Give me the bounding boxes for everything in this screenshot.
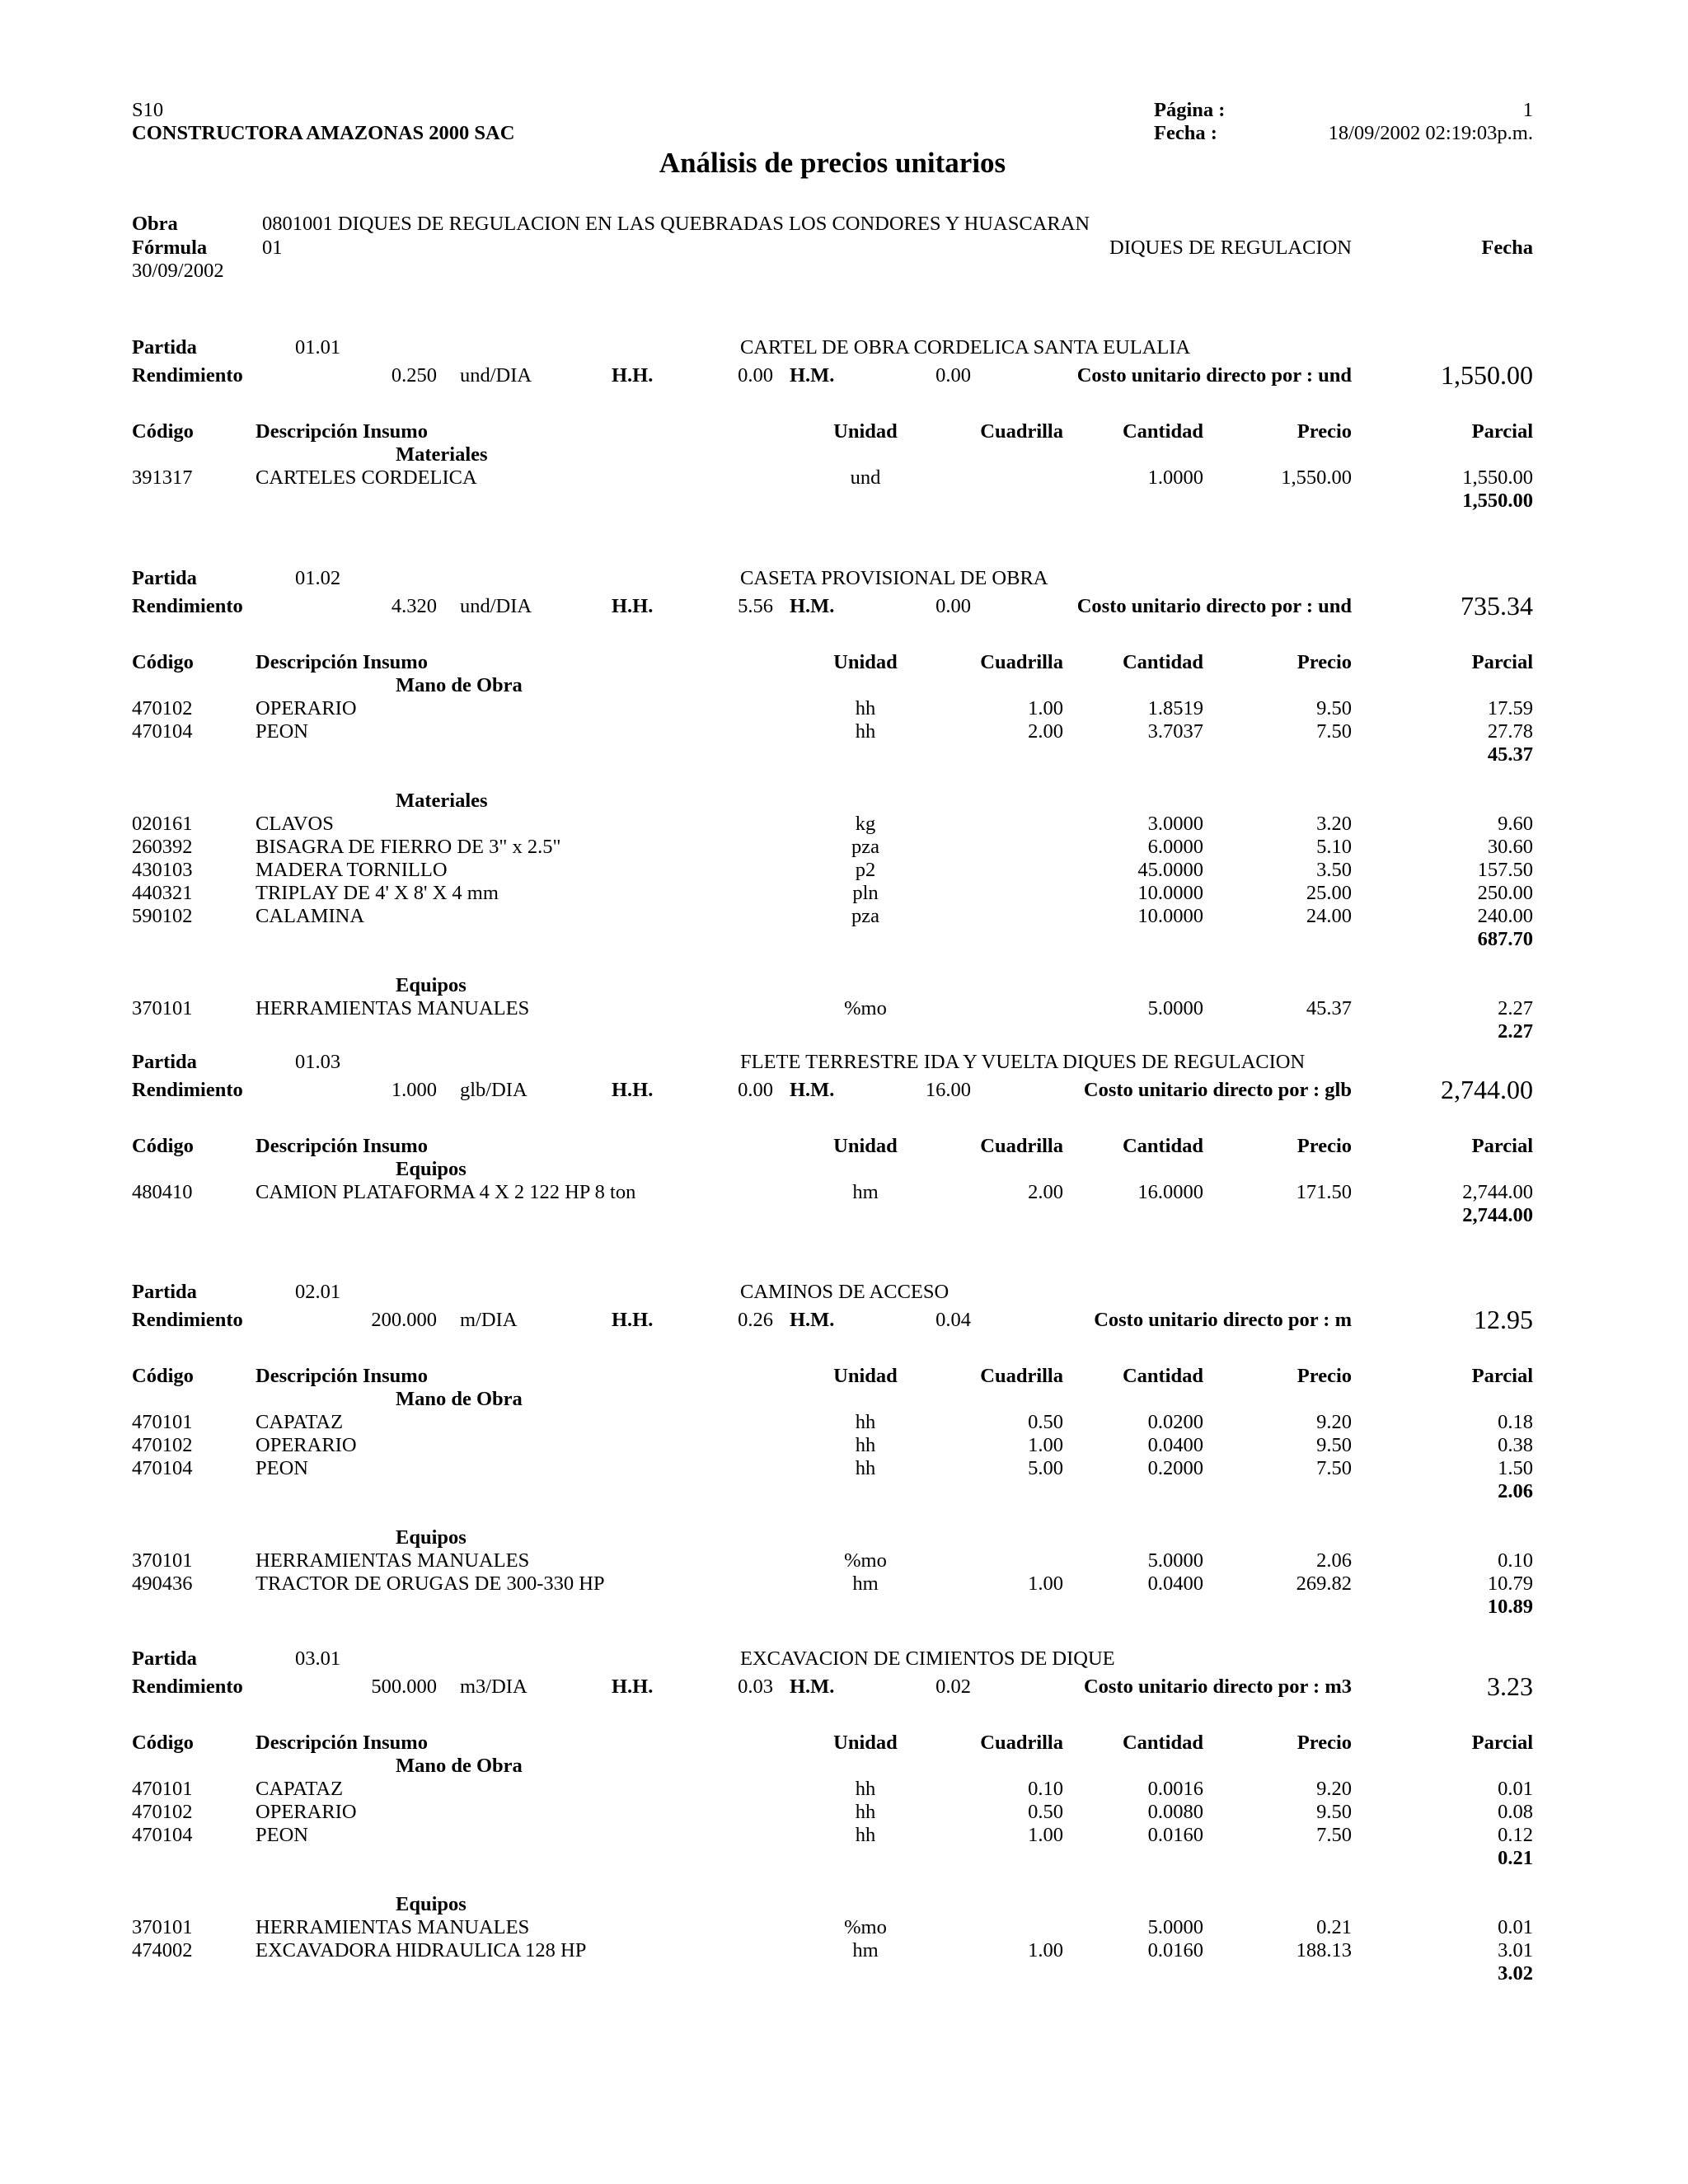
row-precio: 188.13: [1296, 1939, 1352, 1961]
formula-label: Fórmula: [132, 237, 208, 259]
rendimiento-label: Rendimiento: [132, 1675, 243, 1698]
col-unidad: Unidad: [833, 420, 898, 443]
row-codigo: 470104: [132, 1457, 193, 1479]
rendimiento-unit: und/DIA: [460, 595, 532, 617]
row-parcial: 1,550.00: [1462, 466, 1533, 489]
unit-cost-label: Costo unitario directo por : m3: [1083, 1675, 1352, 1698]
row-cantidad: 0.0160: [1147, 1824, 1203, 1846]
row-codigo: 470101: [132, 1411, 193, 1433]
row-parcial: 1.50: [1498, 1457, 1533, 1479]
unit-cost-label: Costo unitario directo por : und: [1076, 595, 1352, 617]
partida-label: Partida: [132, 1051, 197, 1073]
date-label: Fecha :: [1154, 122, 1217, 144]
row-cuadrilla: 0.50: [1028, 1801, 1063, 1823]
row-cantidad: 10.0000: [1137, 882, 1203, 904]
row-codigo: 470101: [132, 1778, 193, 1800]
unit-cost-label: Costo unitario directo por : m: [1094, 1309, 1352, 1331]
row-precio: 7.50: [1316, 720, 1352, 743]
rendimiento-unit: glb/DIA: [460, 1079, 528, 1101]
rendimiento-label: Rendimiento: [132, 1309, 243, 1331]
col-precio: Precio: [1296, 1365, 1352, 1387]
fecha-label: Fecha: [1481, 237, 1533, 259]
row-parcial: 27.78: [1487, 720, 1533, 743]
row-cantidad: 0.0200: [1147, 1411, 1203, 1433]
row-codigo: 470102: [132, 1434, 193, 1456]
row-parcial: 2.27: [1498, 997, 1533, 1019]
group-subtotal: 2.27: [1498, 1020, 1533, 1043]
row-codigo: 480410: [132, 1181, 193, 1203]
hm-value: 0.00: [935, 364, 971, 387]
partida-label: Partida: [132, 336, 197, 359]
row-parcial: 3.01: [1498, 1939, 1533, 1961]
col-cantidad: Cantidad: [1122, 1135, 1203, 1157]
row-cuadrilla: 1.00: [1028, 1434, 1063, 1456]
rendimiento-value: 1.000: [391, 1079, 437, 1101]
row-descripcion: CALAMINA: [256, 905, 365, 927]
group-title: Mano de Obra: [396, 1755, 523, 1777]
row-parcial: 0.12: [1498, 1824, 1533, 1846]
row-cantidad: 0.2000: [1147, 1457, 1203, 1479]
row-unidad: hm: [852, 1572, 879, 1595]
col-cuadrilla: Cuadrilla: [980, 1135, 1063, 1157]
group-title: Equipos: [396, 1158, 467, 1180]
page-label: Página :: [1154, 99, 1226, 121]
rendimiento-value: 500.000: [371, 1675, 437, 1698]
col-cantidad: Cantidad: [1122, 420, 1203, 443]
row-descripcion: EXCAVADORA HIDRAULICA 128 HP: [256, 1939, 587, 1961]
row-precio: 171.50: [1296, 1181, 1352, 1203]
hh-value: 5.56: [738, 595, 773, 617]
row-descripcion: TRIPLAY DE 4' X 8' X 4 mm: [256, 882, 499, 904]
row-precio: 9.50: [1316, 697, 1352, 719]
unit-cost-value: 12.95: [1474, 1305, 1533, 1334]
row-precio: 0.21: [1316, 1916, 1352, 1938]
row-cantidad: 1.8519: [1147, 697, 1203, 719]
partida-description: EXCAVACION DE CIMIENTOS DE DIQUE: [740, 1647, 1115, 1670]
row-unidad: hh: [855, 720, 876, 743]
group-subtotal: 10.89: [1487, 1596, 1533, 1618]
row-codigo: 440321: [132, 882, 193, 904]
row-codigo: 470102: [132, 697, 193, 719]
page-number: 1: [1522, 99, 1533, 121]
group-title: Equipos: [396, 1526, 467, 1549]
row-parcial: 2,744.00: [1462, 1181, 1533, 1203]
row-unidad: hh: [855, 1434, 876, 1456]
group-title: Equipos: [396, 1893, 467, 1915]
hm-label: H.M.: [790, 364, 835, 387]
row-cuadrilla: 0.50: [1028, 1411, 1063, 1433]
col-descripcion: Descripción Insumo: [256, 1135, 428, 1157]
partida-label: Partida: [132, 1281, 197, 1303]
row-codigo: 370101: [132, 1549, 193, 1572]
row-unidad: hh: [855, 1824, 876, 1846]
col-cuadrilla: Cuadrilla: [980, 1732, 1063, 1754]
col-codigo: Código: [132, 1135, 194, 1157]
partida-code: 01.01: [295, 336, 341, 359]
hh-value: 0.03: [738, 1675, 773, 1698]
unit-cost-value: 1,550.00: [1441, 360, 1533, 390]
row-precio: 2.06: [1316, 1549, 1352, 1572]
group-title: Mano de Obra: [396, 1388, 523, 1410]
rendimiento-label: Rendimiento: [132, 595, 243, 617]
partida-description: CAMINOS DE ACCESO: [740, 1281, 950, 1303]
row-descripcion: HERRAMIENTAS MANUALES: [256, 1916, 530, 1938]
row-cantidad: 5.0000: [1147, 1549, 1203, 1572]
partida-label: Partida: [132, 567, 197, 589]
rendimiento-value: 0.250: [391, 364, 437, 387]
row-cantidad: 45.0000: [1137, 859, 1203, 881]
unit-cost-value: 3.23: [1487, 1671, 1533, 1701]
partida-label: Partida: [132, 1647, 197, 1670]
row-cantidad: 1.0000: [1147, 466, 1203, 489]
col-precio: Precio: [1296, 1732, 1352, 1754]
row-codigo: 470104: [132, 720, 193, 743]
page-title: Análisis de precios unitarios: [659, 147, 1006, 179]
hm-value: 0.04: [935, 1309, 971, 1331]
row-parcial: 9.60: [1498, 813, 1533, 835]
row-cantidad: 0.0080: [1147, 1801, 1203, 1823]
system-code: S10: [132, 99, 164, 121]
partida-code: 01.02: [295, 567, 341, 589]
col-cuadrilla: Cuadrilla: [980, 1365, 1063, 1387]
row-codigo: 370101: [132, 997, 193, 1019]
row-unidad: %mo: [844, 997, 887, 1019]
row-parcial: 250.00: [1477, 882, 1533, 904]
row-cantidad: 3.0000: [1147, 813, 1203, 835]
row-precio: 45.37: [1306, 997, 1352, 1019]
row-cantidad: 10.0000: [1137, 905, 1203, 927]
col-parcial: Parcial: [1471, 420, 1533, 443]
hm-value: 0.00: [935, 595, 971, 617]
hh-value: 0.00: [738, 1079, 773, 1101]
row-cuadrilla: 1.00: [1028, 1824, 1063, 1846]
row-unidad: hh: [855, 1411, 876, 1433]
hh-label: H.H.: [612, 1079, 654, 1101]
partida-description: CASETA PROVISIONAL DE OBRA: [740, 567, 1048, 589]
row-descripcion: CAMION PLATAFORMA 4 X 2 122 HP 8 ton: [256, 1181, 636, 1203]
row-unidad: hm: [852, 1181, 879, 1203]
group-title: Mano de Obra: [396, 674, 523, 696]
partida-description: CARTEL DE OBRA CORDELICA SANTA EULALIA: [740, 336, 1191, 359]
row-unidad: hm: [852, 1939, 879, 1961]
row-codigo: 260392: [132, 836, 193, 858]
obra-label: Obra: [132, 213, 178, 235]
row-cantidad: 0.0160: [1147, 1939, 1203, 1961]
row-cuadrilla: 5.00: [1028, 1457, 1063, 1479]
rendimiento-value: 200.000: [371, 1309, 437, 1331]
hh-value: 0.26: [738, 1309, 773, 1331]
row-parcial: 0.38: [1498, 1434, 1533, 1456]
row-unidad: hh: [855, 1801, 876, 1823]
row-precio: 24.00: [1306, 905, 1352, 927]
group-subtotal: 1,550.00: [1462, 490, 1533, 512]
col-codigo: Código: [132, 1732, 194, 1754]
row-precio: 9.50: [1316, 1434, 1352, 1456]
col-codigo: Código: [132, 420, 194, 443]
row-precio: 9.20: [1316, 1411, 1352, 1433]
row-unidad: pza: [851, 836, 879, 858]
row-precio: 5.10: [1316, 836, 1352, 858]
row-cantidad: 16.0000: [1137, 1181, 1203, 1203]
row-descripcion: CARTELES CORDELICA: [256, 466, 477, 489]
row-parcial: 240.00: [1477, 905, 1533, 927]
row-codigo: 020161: [132, 813, 193, 835]
hh-label: H.H.: [612, 364, 654, 387]
row-unidad: hh: [855, 697, 876, 719]
row-precio: 1,550.00: [1281, 466, 1352, 489]
formula-value: 01: [262, 237, 283, 259]
col-parcial: Parcial: [1471, 1732, 1533, 1754]
unit-cost-label: Costo unitario directo por : und: [1076, 364, 1352, 387]
row-parcial: 0.08: [1498, 1801, 1533, 1823]
row-precio: 7.50: [1316, 1457, 1352, 1479]
row-parcial: 0.18: [1498, 1411, 1533, 1433]
hh-label: H.H.: [612, 1675, 654, 1698]
row-codigo: 490436: [132, 1572, 193, 1595]
col-descripcion: Descripción Insumo: [256, 651, 428, 673]
col-unidad: Unidad: [833, 1732, 898, 1754]
group-subtotal: 45.37: [1487, 743, 1533, 766]
group-subtotal: 0.21: [1498, 1847, 1533, 1869]
row-precio: 3.50: [1316, 859, 1352, 881]
hm-label: H.M.: [790, 1079, 835, 1101]
row-unidad: pza: [851, 905, 879, 927]
row-unidad: %mo: [844, 1549, 887, 1572]
unit-cost-value: 2,744.00: [1441, 1075, 1533, 1104]
rendimiento-unit: und/DIA: [460, 364, 532, 387]
row-parcial: 157.50: [1477, 859, 1533, 881]
row-codigo: 391317: [132, 466, 193, 489]
partida-description: FLETE TERRESTRE IDA Y VUELTA DIQUES DE REGULACION: [740, 1051, 1306, 1073]
row-descripcion: CAPATAZ: [256, 1778, 344, 1800]
col-precio: Precio: [1296, 1135, 1352, 1157]
row-unidad: p2: [855, 859, 876, 881]
col-unidad: Unidad: [833, 651, 898, 673]
hm-value: 16.00: [925, 1079, 971, 1101]
row-parcial: 0.01: [1498, 1778, 1533, 1800]
row-cuadrilla: 1.00: [1028, 1572, 1063, 1595]
col-descripcion: Descripción Insumo: [256, 1365, 428, 1387]
row-descripcion: CLAVOS: [256, 813, 334, 835]
col-cantidad: Cantidad: [1122, 651, 1203, 673]
hh-label: H.H.: [612, 1309, 654, 1331]
row-precio: 25.00: [1306, 882, 1352, 904]
col-cuadrilla: Cuadrilla: [980, 651, 1063, 673]
row-cuadrilla: 2.00: [1028, 1181, 1063, 1203]
row-descripcion: HERRAMIENTAS MANUALES: [256, 1549, 530, 1572]
col-unidad: Unidad: [833, 1365, 898, 1387]
hm-label: H.M.: [790, 595, 835, 617]
row-cantidad: 3.7037: [1147, 720, 1203, 743]
col-codigo: Código: [132, 1365, 194, 1387]
row-parcial: 10.79: [1487, 1572, 1533, 1595]
row-unidad: hh: [855, 1778, 876, 1800]
partida-code: 01.03: [295, 1051, 341, 1073]
row-precio: 3.20: [1316, 813, 1352, 835]
row-precio: 9.50: [1316, 1801, 1352, 1823]
unit-cost-label: Costo unitario directo por : glb: [1083, 1079, 1352, 1101]
col-cantidad: Cantidad: [1122, 1365, 1203, 1387]
row-codigo: 590102: [132, 905, 193, 927]
col-descripcion: Descripción Insumo: [256, 1732, 428, 1754]
col-codigo: Código: [132, 651, 194, 673]
row-cantidad: 6.0000: [1147, 836, 1203, 858]
unit-cost-value: 735.34: [1461, 591, 1533, 621]
row-cantidad: 5.0000: [1147, 1916, 1203, 1938]
row-descripcion: OPERARIO: [256, 1801, 357, 1823]
group-subtotal: 687.70: [1477, 928, 1533, 950]
row-precio: 9.20: [1316, 1778, 1352, 1800]
col-unidad: Unidad: [833, 1135, 898, 1157]
row-descripcion: CAPATAZ: [256, 1411, 344, 1433]
row-codigo: 430103: [132, 859, 193, 881]
rendimiento-unit: m3/DIA: [460, 1675, 528, 1698]
row-unidad: und: [850, 466, 881, 489]
date-value: 18/09/2002 02:19:03p.m.: [1328, 122, 1533, 144]
col-descripcion: Descripción Insumo: [256, 420, 428, 443]
group-subtotal: 2.06: [1498, 1480, 1533, 1502]
col-parcial: Parcial: [1471, 1365, 1533, 1387]
row-cuadrilla: 1.00: [1028, 1939, 1063, 1961]
col-cuadrilla: Cuadrilla: [980, 420, 1063, 443]
row-cuadrilla: 0.10: [1028, 1778, 1063, 1800]
hm-value: 0.02: [935, 1675, 971, 1698]
col-cantidad: Cantidad: [1122, 1732, 1203, 1754]
hm-label: H.M.: [790, 1675, 835, 1698]
row-descripcion: PEON: [256, 1457, 308, 1479]
rendimiento-label: Rendimiento: [132, 364, 243, 387]
row-codigo: 470102: [132, 1801, 193, 1823]
row-descripcion: BISAGRA DE FIERRO DE 3" x 2.5": [256, 836, 561, 858]
row-descripcion: PEON: [256, 1824, 308, 1846]
rendimiento-label: Rendimiento: [132, 1079, 243, 1101]
row-cuadrilla: 2.00: [1028, 720, 1063, 743]
row-descripcion: MADERA TORNILLO: [256, 859, 448, 881]
row-parcial: 0.01: [1498, 1916, 1533, 1938]
col-parcial: Parcial: [1471, 651, 1533, 673]
row-unidad: %mo: [844, 1916, 887, 1938]
rendimiento-unit: m/DIA: [460, 1309, 518, 1331]
row-codigo: 474002: [132, 1939, 193, 1961]
row-codigo: 470104: [132, 1824, 193, 1846]
formula-description: DIQUES DE REGULACION: [1109, 237, 1352, 259]
row-cantidad: 0.0400: [1147, 1434, 1203, 1456]
row-cantidad: 0.0016: [1147, 1778, 1203, 1800]
row-cantidad: 5.0000: [1147, 997, 1203, 1019]
row-descripcion: OPERARIO: [256, 697, 357, 719]
group-subtotal: 2,744.00: [1462, 1204, 1533, 1226]
row-descripcion: OPERARIO: [256, 1434, 357, 1456]
row-precio: 7.50: [1316, 1824, 1352, 1846]
col-precio: Precio: [1296, 651, 1352, 673]
row-descripcion: PEON: [256, 720, 308, 743]
obra-value: 0801001 DIQUES DE REGULACION EN LAS QUEBRADAS LOS CONDORES Y HUASCARAN: [262, 213, 1090, 235]
group-title: Materiales: [396, 443, 488, 466]
rendimiento-value: 4.320: [391, 595, 437, 617]
group-title: Materiales: [396, 790, 488, 812]
row-cantidad: 0.0400: [1147, 1572, 1203, 1595]
row-unidad: hh: [855, 1457, 876, 1479]
partida-code: 03.01: [295, 1647, 341, 1670]
row-cuadrilla: 1.00: [1028, 697, 1063, 719]
col-precio: Precio: [1296, 420, 1352, 443]
row-descripcion: HERRAMIENTAS MANUALES: [256, 997, 530, 1019]
row-parcial: 30.60: [1487, 836, 1533, 858]
row-parcial: 0.10: [1498, 1549, 1533, 1572]
group-subtotal: 3.02: [1498, 1962, 1533, 1985]
hm-label: H.M.: [790, 1309, 835, 1331]
hh-value: 0.00: [738, 364, 773, 387]
row-unidad: kg: [855, 813, 876, 835]
group-title: Equipos: [396, 974, 467, 996]
company-name: CONSTRUCTORA AMAZONAS 2000 SAC: [132, 122, 515, 144]
row-descripcion: TRACTOR DE ORUGAS DE 300-330 HP: [256, 1572, 605, 1595]
row-precio: 269.82: [1296, 1572, 1352, 1595]
fecha-value: 30/09/2002: [132, 260, 224, 282]
row-unidad: pln: [852, 882, 879, 904]
row-parcial: 17.59: [1487, 697, 1533, 719]
partida-code: 02.01: [295, 1281, 341, 1303]
row-codigo: 370101: [132, 1916, 193, 1938]
hh-label: H.H.: [612, 595, 654, 617]
col-parcial: Parcial: [1471, 1135, 1533, 1157]
